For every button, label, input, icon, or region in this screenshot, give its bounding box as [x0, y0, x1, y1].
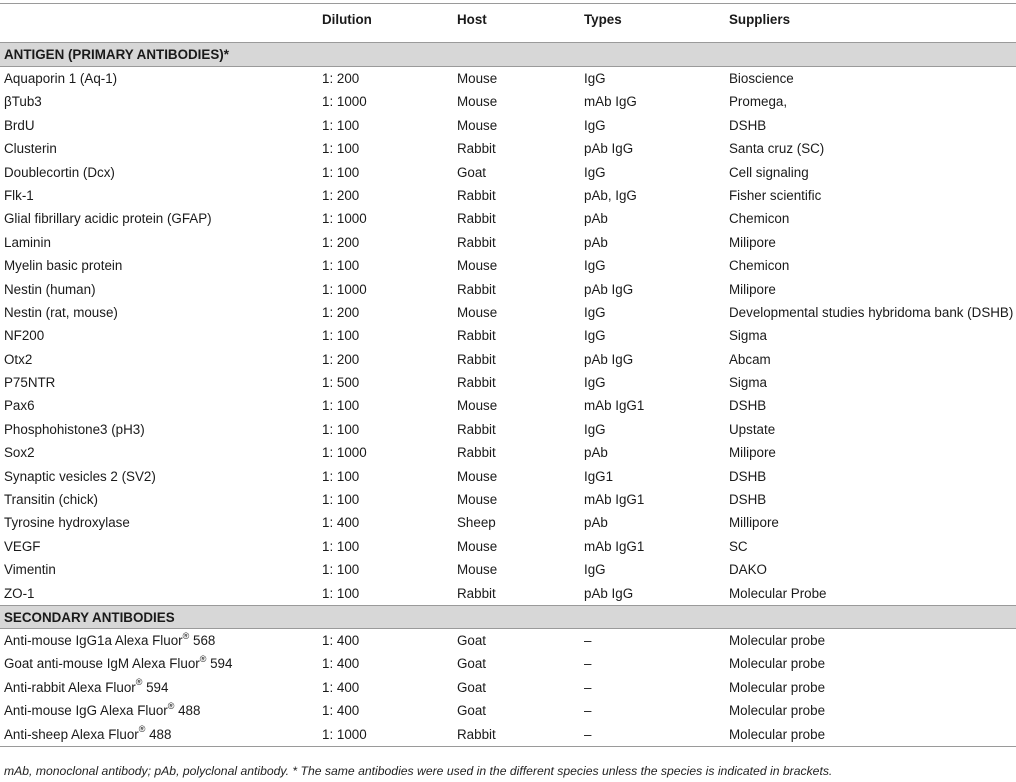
host-cell: Rabbit	[457, 281, 496, 297]
types-cell: IgG	[584, 375, 606, 391]
table-row	[0, 723, 1016, 746]
dilution-cell: 1: 400	[322, 656, 360, 672]
host-cell: Mouse	[457, 398, 498, 414]
table-row	[0, 558, 1016, 581]
registered-mark: ®	[135, 677, 143, 688]
supplier-cell: Fisher scientific	[729, 187, 822, 203]
types-cell: IgG	[584, 164, 606, 180]
table-row	[0, 137, 1016, 160]
dilution-cell: 1: 100	[322, 328, 360, 344]
host-cell: Mouse	[457, 117, 498, 133]
host-cell: Rabbit	[457, 421, 496, 437]
supplier-cell: Molecular probe	[729, 656, 826, 672]
host-cell: Rabbit	[457, 585, 496, 601]
table-row	[0, 278, 1016, 301]
host-cell: Rabbit	[457, 351, 496, 367]
supplier-cell: Chemicon	[729, 211, 790, 227]
supplier-cell: Sigma	[729, 375, 767, 391]
types-cell: pAb, IgG	[584, 187, 637, 203]
supplier-cell: Molecular probe	[729, 703, 826, 719]
dilution-cell: 1: 100	[322, 398, 360, 414]
supplier-cell: DSHB	[729, 117, 767, 133]
header-dilution: Dilution	[322, 12, 372, 27]
dilution-cell: 1: 1000	[322, 726, 367, 742]
dilution-cell: 1: 100	[322, 468, 360, 484]
host-cell: Rabbit	[457, 211, 496, 227]
table-row	[0, 90, 1016, 113]
supplier-cell: DSHB	[729, 468, 767, 484]
host-cell: Goat	[457, 703, 487, 719]
antibody-cell	[4, 723, 171, 746]
types-cell: –	[584, 632, 592, 648]
types-cell: –	[584, 703, 592, 719]
host-cell: Mouse	[457, 71, 498, 86]
antibody-cell	[4, 629, 215, 652]
table-row	[0, 465, 1016, 488]
antigen-cell: Otx2	[4, 351, 33, 367]
types-cell: –	[584, 679, 592, 695]
host-cell: Goat	[457, 656, 487, 672]
table-row	[0, 67, 1016, 90]
types-cell: IgG	[584, 258, 606, 274]
dilution-cell: 1: 1000	[322, 211, 367, 227]
registered-mark: ®	[138, 724, 146, 735]
antigen-cell: Myelin basic protein	[4, 258, 123, 274]
supplier-cell: Upstate	[729, 421, 776, 437]
table-row	[0, 418, 1016, 441]
registered-mark: ®	[182, 630, 190, 641]
supplier-cell: Developmental studies hybridoma bank (DSHB)	[729, 304, 1014, 320]
supplier-cell: Santa cruz (SC)	[729, 141, 825, 157]
antibody-name: Anti-sheep Alexa Fluor	[4, 726, 139, 742]
antigen-cell: VEGF	[4, 538, 41, 554]
dilution-cell: 1: 400	[322, 632, 360, 648]
dilution-cell: 1: 100	[322, 492, 360, 508]
types-cell: IgG	[584, 304, 606, 320]
antibody-name: Goat anti-mouse IgM Alexa Fluor	[4, 656, 200, 672]
section-primary-antibodies	[0, 43, 1016, 67]
antigen-cell: Laminin	[4, 234, 51, 250]
types-cell: pAb IgG	[584, 351, 634, 367]
supplier-cell: Molecular probe	[729, 679, 826, 695]
types-cell: –	[584, 726, 592, 742]
supplier-cell: Bioscience	[729, 71, 794, 86]
dilution-cell: 1: 100	[322, 141, 360, 157]
host-cell: Mouse	[457, 258, 498, 274]
dilution-cell: 1: 200	[322, 234, 360, 250]
types-cell: IgG	[584, 71, 606, 86]
types-cell: mAb IgG1	[584, 398, 645, 414]
dilution-cell: 1: 100	[322, 117, 360, 133]
secondary-rows	[0, 629, 1016, 747]
antibody-name: Anti-rabbit Alexa Fluor	[4, 679, 136, 695]
types-cell: pAb	[584, 445, 608, 461]
antigen-cell: Clusterin	[4, 141, 57, 157]
types-cell: mAb IgG1	[584, 492, 645, 508]
supplier-cell: SC	[729, 538, 748, 554]
host-cell: Rabbit	[457, 445, 496, 461]
antigen-cell: Sox2	[4, 445, 35, 461]
table-row	[0, 394, 1016, 417]
host-cell: Mouse	[457, 304, 498, 320]
types-cell: mAb IgG	[584, 94, 637, 110]
dilution-cell: 1: 100	[322, 562, 360, 578]
antigen-cell: Glial fibrillary acidic protein (GFAP)	[4, 211, 212, 227]
types-cell: mAb IgG1	[584, 538, 645, 554]
antibody-wavelength: 488	[174, 703, 201, 719]
supplier-cell: Milipore	[729, 234, 776, 250]
antibody-wavelength: 488	[145, 726, 172, 742]
section-secondary-antibodies	[0, 605, 1016, 629]
dilution-cell: 1: 400	[322, 679, 360, 695]
types-cell: IgG	[584, 421, 606, 437]
table-row	[0, 207, 1016, 230]
table-row	[0, 161, 1016, 184]
antigen-cell: NF200	[4, 328, 45, 344]
host-cell: Rabbit	[457, 141, 496, 157]
antibody-name: Anti-mouse IgG1a Alexa Fluor	[4, 632, 183, 648]
antigen-cell: Phosphohistone3 (pH3)	[4, 421, 145, 437]
supplier-cell: Milipore	[729, 445, 776, 461]
host-cell: Rabbit	[457, 234, 496, 250]
table-row	[0, 254, 1016, 277]
dilution-cell: 1: 100	[322, 164, 360, 180]
table-footnote: mAb, monoclonal antibody; pAb, polyclonal antibody. * The same antibodies were used in the different species unless the species is indicated in brackets.	[4, 764, 833, 778]
types-cell: pAb IgG	[584, 281, 634, 297]
host-cell: Goat	[457, 679, 487, 695]
supplier-cell: Molecular Probe	[729, 585, 827, 601]
supplier-cell: DSHB	[729, 492, 767, 508]
table-row	[0, 184, 1016, 207]
antibody-wavelength: 594	[206, 656, 233, 672]
supplier-cell: Molecular probe	[729, 632, 826, 648]
host-cell: Rabbit	[457, 187, 496, 203]
antigen-cell: βTub3	[4, 94, 42, 110]
types-cell: pAb IgG	[584, 141, 634, 157]
table-row	[0, 114, 1016, 137]
types-cell: IgG	[584, 117, 606, 133]
table-row	[0, 324, 1016, 347]
host-cell: Rabbit	[457, 375, 496, 391]
table-row	[0, 511, 1016, 534]
table-row	[0, 371, 1016, 394]
supplier-cell: DSHB	[729, 398, 767, 414]
registered-mark: ®	[167, 700, 175, 711]
antigen-cell: Nestin (human)	[4, 281, 96, 297]
antigen-cell: Doublecortin (Dcx)	[4, 164, 115, 180]
dilution-cell: 1: 200	[322, 304, 360, 320]
host-cell: Mouse	[457, 492, 498, 508]
antibody-wavelength: 594	[142, 679, 169, 695]
primary-rows	[0, 67, 1016, 605]
table-row	[0, 301, 1016, 324]
header-types: Types	[584, 12, 622, 27]
dilution-cell: 1: 400	[322, 703, 360, 719]
host-cell: Sheep	[457, 515, 496, 531]
dilution-cell: 1: 1000	[322, 94, 367, 110]
host-cell: Mouse	[457, 538, 498, 554]
antigen-cell: ZO-1	[4, 585, 35, 601]
types-cell: –	[584, 656, 592, 672]
host-cell: Goat	[457, 632, 487, 648]
dilution-cell: 1: 400	[322, 515, 360, 531]
dilution-cell: 1: 500	[322, 375, 360, 391]
host-cell: Mouse	[457, 562, 498, 578]
supplier-cell: Promega,	[729, 94, 788, 110]
antibody-wavelength: 568	[189, 632, 216, 648]
supplier-cell: Abcam	[729, 351, 771, 367]
dilution-cell: 1: 100	[322, 538, 360, 554]
dilution-cell: 1: 200	[322, 71, 360, 86]
antigen-cell: P75NTR	[4, 375, 56, 391]
dilution-cell: 1: 1000	[322, 281, 367, 297]
antibody-cell	[4, 676, 168, 699]
table-row	[0, 652, 1016, 675]
dilution-cell: 1: 100	[322, 258, 360, 274]
antibody-cell	[4, 652, 232, 675]
table-row	[0, 535, 1016, 558]
table-row	[0, 231, 1016, 254]
types-cell: pAb	[584, 234, 608, 250]
antigen-cell: Pax6	[4, 398, 35, 414]
section-title: SECONDARY ANTIBODIES	[4, 609, 175, 625]
table-row	[0, 348, 1016, 371]
table-row	[0, 582, 1016, 605]
registered-mark: ®	[199, 653, 207, 664]
antibody-name: Anti-mouse IgG Alexa Fluor	[4, 703, 168, 719]
host-cell: Rabbit	[457, 726, 496, 742]
antigen-cell: Aquaporin 1 (Aq-1)	[4, 71, 118, 86]
header-host: Host	[457, 12, 487, 27]
host-cell: Goat	[457, 164, 487, 180]
types-cell: pAb	[584, 515, 608, 531]
types-cell: IgG	[584, 328, 606, 344]
supplier-cell: Sigma	[729, 328, 767, 344]
antigen-cell: Nestin (rat, mouse)	[4, 304, 118, 320]
supplier-cell: Milipore	[729, 281, 776, 297]
table-row	[0, 629, 1016, 652]
host-cell: Mouse	[457, 94, 498, 110]
table-row	[0, 441, 1016, 464]
antigen-cell: Transitin (chick)	[4, 492, 98, 508]
dilution-cell: 1: 200	[322, 351, 360, 367]
header-suppliers: Suppliers	[729, 12, 791, 27]
antigen-cell: Tyrosine hydroxylase	[4, 515, 130, 531]
antigen-cell: Vimentin	[4, 562, 56, 578]
dilution-cell: 1: 100	[322, 585, 360, 601]
types-cell: IgG1	[584, 468, 614, 484]
dilution-cell: 1: 1000	[322, 445, 367, 461]
supplier-cell: Chemicon	[729, 258, 790, 274]
dilution-cell: 1: 200	[322, 187, 360, 203]
supplier-cell: Millipore	[729, 515, 779, 531]
supplier-cell: DAKO	[729, 562, 767, 578]
host-cell: Mouse	[457, 468, 498, 484]
table-row	[0, 488, 1016, 511]
antigen-cell: Synaptic vesicles 2 (SV2)	[4, 468, 156, 484]
types-cell: pAb	[584, 211, 608, 227]
host-cell: Rabbit	[457, 328, 496, 344]
antibody-table	[0, 3, 1016, 747]
table-row	[0, 699, 1016, 722]
supplier-cell: Molecular probe	[729, 726, 826, 742]
types-cell: pAb IgG	[584, 585, 634, 601]
types-cell: IgG	[584, 562, 606, 578]
supplier-cell: Cell signaling	[729, 164, 809, 180]
section-title: ANTIGEN (PRIMARY ANTIBODIES)*	[4, 47, 229, 62]
dilution-cell: 1: 100	[322, 421, 360, 437]
table-row	[0, 676, 1016, 699]
antibody-cell	[4, 699, 200, 722]
table-header	[0, 3, 1016, 43]
antigen-cell: Flk-1	[4, 187, 34, 203]
antigen-cell: BrdU	[4, 117, 35, 133]
